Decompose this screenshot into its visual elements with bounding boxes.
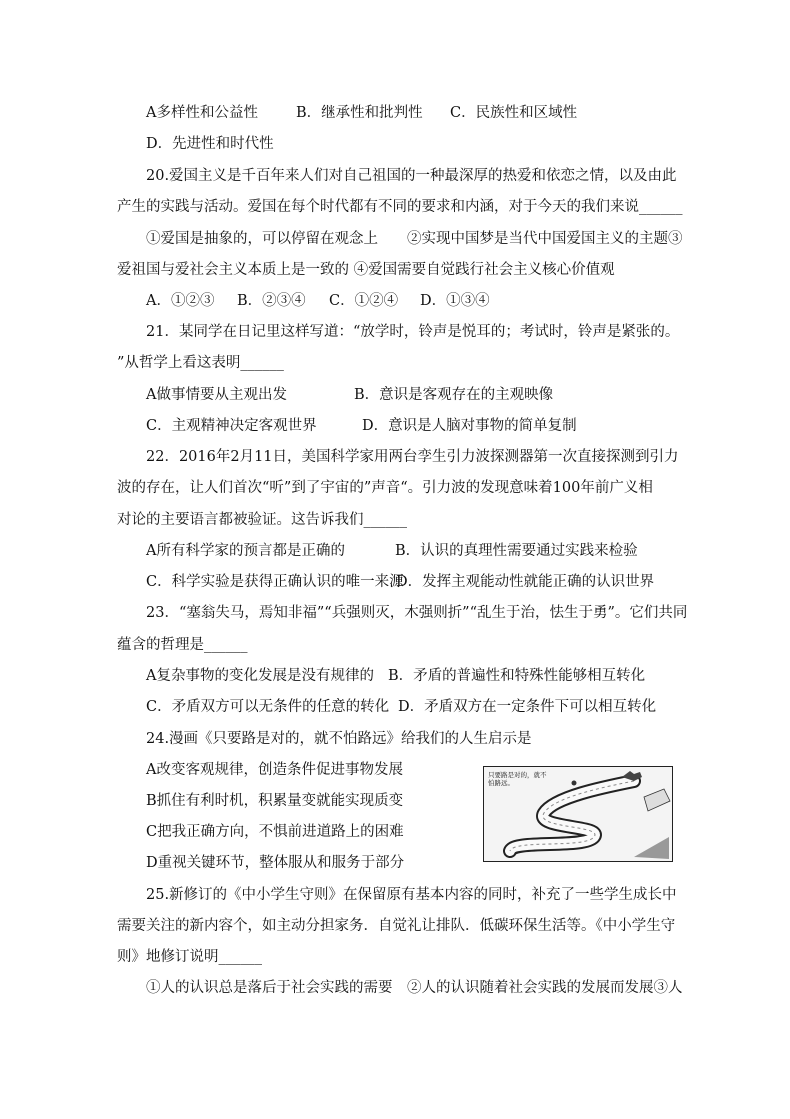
q20-option-b: B．②③④ <box>237 293 306 309</box>
q21-option-d: D．意识是人脑对事物的简单复制 <box>362 418 577 434</box>
q25-stem-line3: 则》地修订说明______ <box>117 949 262 965</box>
q21-stem-line2: ”从哲学上看这表明______ <box>117 355 284 371</box>
q23-option-d: D．矛盾双方在一定条件下可以相互转化 <box>398 699 657 715</box>
q22-stem-line2: 波的存在，让人们首次“听”到了宇宙的”声音“。引力波的发现意味着100年前广义相 <box>117 480 653 496</box>
q20-option-d: D．①③④ <box>420 293 490 309</box>
q19-option-c: C．民族性和区域性 <box>450 105 578 121</box>
q20-option-a: A．①②③ <box>146 293 215 309</box>
q22-stem-line3: 对论的主要语言都被验证。这告诉我们______ <box>117 512 407 528</box>
q24-stem: 24.漫画《只要路是对的，就不怕路远》给我们的人生启示是 <box>146 731 532 747</box>
q20-statement-line2: 爱祖国与爱社会主义本质上是一致的 ④爱国需要自觉践行社会主义核心价值观 <box>117 262 615 278</box>
q23-stem-line1: 23．“塞翁失马，焉知非福”“兵强则灭，木强则折”“乱生于治，怯生于勇”。它们共同 <box>146 605 688 621</box>
q21-option-a: A做事情要从主观出发 <box>146 387 287 403</box>
q22-option-c: C．科学实验是获得正确认识的唯一来源 <box>146 574 404 590</box>
q23-option-b: B．矛盾的普遍性和特殊性能够相互转化 <box>388 668 646 684</box>
q19-option-b: B．继承性和批判性 <box>296 105 423 121</box>
q23-option-a: A复杂事物的变化发展是没有规律的 <box>146 668 374 684</box>
q20-statement-line1: ①爱国是抽象的，可以停留在观念上 ②实现中国梦是当代中国爱国主义的主题③ <box>146 231 683 247</box>
q21-option-b: B．意识是客观存在的主观映像 <box>354 387 554 403</box>
q21-stem-line1: 21．某同学在日记里这样写道：“放学时，铃声是悦耳的；考试时，铃声是紧张的。 <box>146 324 680 340</box>
q23-option-c: C．矛盾双方可以无条件的任意的转化 <box>146 699 390 715</box>
q20-stem-line2: 产生的实践与活动。爱国在每个时代都有不同的要求和内涵，对于今天的我们来说______ <box>117 199 683 215</box>
q24-option-b: B抓住有利时机，积累量变就能实现质变 <box>146 793 404 809</box>
q24-option-d: D重视关键环节，整体服从和服务于部分 <box>146 855 405 871</box>
q25-stem-line2: 需要关注的新内容个，如主动分担家务．自觉礼让排队．低碳环保生活等。《中小学生守 <box>117 918 676 934</box>
q22-stem-line1: 22．2016年2月11日，美国科学家用两台孪生引力波探测器第一次直接探测到引力 <box>146 449 679 465</box>
comic-caption: 只要路是对的，就不怕路远。 <box>488 771 547 787</box>
q24-option-c: C把我正确方向，不惧前进道路上的困难 <box>146 824 404 840</box>
winding-road-drawing <box>484 767 673 862</box>
q22-option-a: A所有科学家的预言都是正确的 <box>146 543 345 559</box>
q25-statement-line1: ①人的认识总是落后于社会实践的需要 ②人的认识随着社会实践的发展而发展③人 <box>146 980 683 996</box>
q22-option-d: D．发挥主观能动性就能正确的认识世界 <box>396 574 655 590</box>
q25-stem-line1: 25.新修订的《中小学生守则》在保留原有基本内容的同时，补充了一些学生成长中 <box>146 887 677 903</box>
q19-option-d: D．先进性和时代性 <box>146 136 274 152</box>
q20-stem-line1: 20.爱国主义是千百年来人们对自己祖国的一种最深厚的热爱和依恋之情，以及由此 <box>146 168 677 184</box>
q22-option-b: B．认识的真理性需要通过实践来检验 <box>395 543 638 559</box>
q19-option-a: A多样性和公益性 <box>146 105 258 121</box>
comic-illustration <box>483 766 673 862</box>
q24-option-a: A改变客观规律，创造条件促进事物发展 <box>146 762 403 778</box>
q21-option-c: C．主观精神决定客观世界 <box>146 418 317 434</box>
q20-option-c: C．①②④ <box>329 293 399 309</box>
q23-stem-line2: 蕴含的哲理是______ <box>117 637 248 653</box>
